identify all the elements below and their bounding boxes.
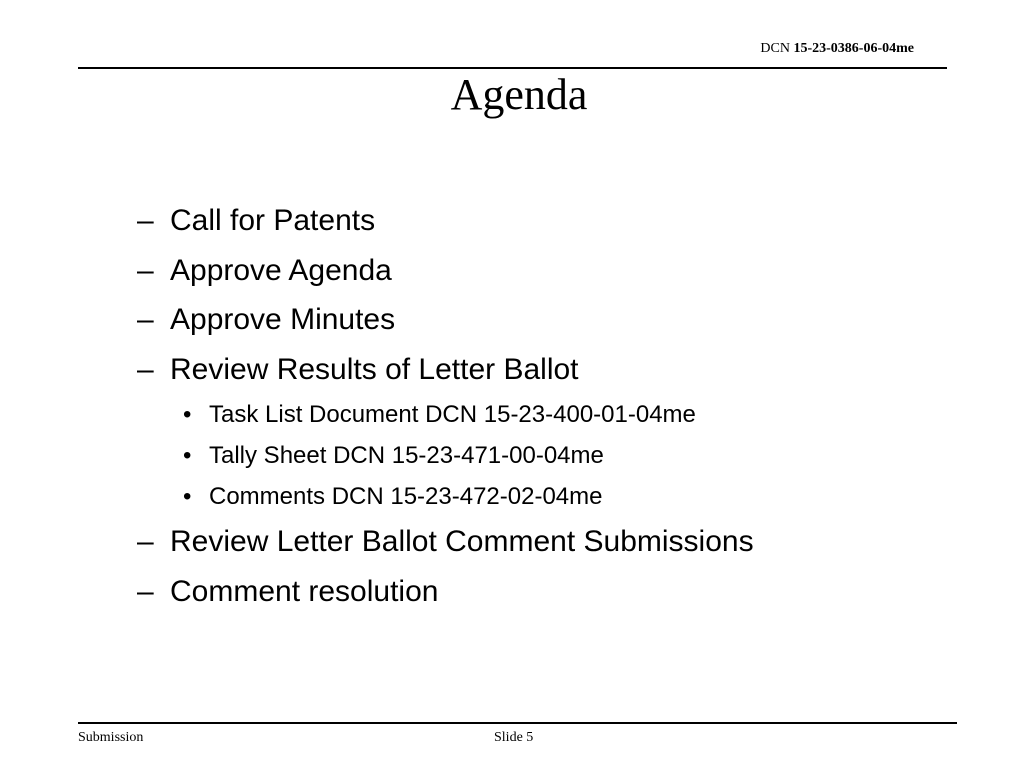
agenda-item-approve-agenda [0, 246, 1000, 296]
dcn-number: 15-23-0386-06-04me [793, 41, 914, 56]
footer-submission: Submission [78, 730, 144, 745]
sub-item-comments [0, 476, 1000, 517]
agenda-item-label: Review Results of Letter Ballot [170, 352, 579, 386]
dash-marker: – [137, 574, 154, 608]
ballot-documents-list [0, 394, 1000, 517]
dcn-prefix: DCN [760, 41, 790, 56]
agenda-list [0, 196, 1000, 616]
sub-item-tally-sheet [0, 435, 1000, 476]
agenda-sublist-wrapper [0, 394, 1000, 517]
agenda-item-review-letter-ballot-results [0, 345, 1000, 395]
bullet-marker: • [183, 401, 192, 428]
agenda-item-approve-minutes [0, 295, 1000, 345]
bullet-marker: • [183, 442, 192, 469]
agenda-item-call-for-patents [0, 196, 1000, 246]
agenda-item-label: Approve Agenda [170, 253, 392, 287]
agenda-item-label: Comment resolution [170, 574, 439, 608]
sub-item-label: Tally Sheet DCN 15-23-471-00-04me [209, 442, 604, 469]
bullet-marker: • [183, 483, 192, 510]
sub-item-label: Task List Document DCN 15-23-400-01-04me [209, 401, 696, 428]
agenda-item-comment-resolution [0, 567, 1000, 617]
document-control-number [680, 40, 914, 58]
dash-marker: – [137, 525, 154, 558]
sub-item-task-list-document [0, 394, 1000, 435]
header-divider [78, 67, 947, 69]
agenda-item-label: Call for Patents [170, 204, 376, 237]
footer-slide-number: Slide 5 [494, 730, 534, 745]
footer-divider [78, 722, 957, 724]
dash-marker: – [137, 303, 154, 336]
sub-item-label: Comments DCN 15-23-472-02-04me [209, 483, 603, 510]
agenda-item-label: Review Letter Ballot Comment Submissions [170, 525, 754, 558]
dash-marker: – [137, 253, 154, 287]
dash-marker: – [137, 352, 154, 386]
dash-marker: – [137, 204, 154, 237]
agenda-item-label: Approve Minutes [170, 303, 396, 336]
agenda-item-review-comment-submissions [0, 517, 1000, 567]
slide-title: Agenda [450, 70, 588, 119]
